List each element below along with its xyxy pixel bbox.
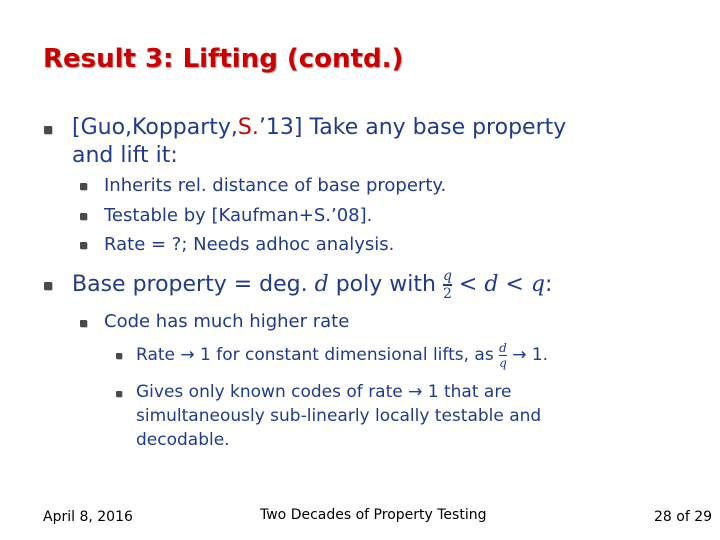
sub-bullet-higher-rate: Code has much higher rate: [104, 311, 350, 332]
bullet-marker: [80, 242, 87, 249]
fraction-denominator: q: [499, 355, 507, 370]
bullet-marker: [116, 353, 122, 359]
bullet-marker: [80, 213, 87, 220]
sub-sub-bullet-known-codes-2: simultaneously sub-linearly locally testable and: [136, 406, 542, 426]
sub-bullet-inherits: Inherits rel. distance of base property.: [104, 175, 447, 196]
base-property-text: Base property = deg.: [72, 272, 308, 297]
footer-date: April 8, 2016: [43, 509, 133, 525]
fraction-numerator: d: [499, 340, 507, 355]
citation-text: [Guo,Kopparty,: [72, 115, 238, 140]
citation-rest: ’13] Take any base property: [258, 115, 567, 140]
bullet-marker: [80, 320, 87, 327]
bullet-1-line-1: [72, 115, 566, 140]
bullet-marker: [116, 391, 122, 397]
fraction-numerator: q: [442, 268, 452, 284]
sub-sub-bullet-rate-lifts: [136, 337, 548, 375]
fraction-denominator: 2: [442, 286, 452, 302]
poly-with-text: poly with: [335, 272, 436, 297]
inequality: < d < q: [458, 272, 545, 297]
citation-author-highlight: S.: [237, 115, 259, 140]
fraction-d-over-q: [499, 342, 507, 369]
rate-lifts-tail: → 1.: [512, 345, 549, 365]
fraction-q-over-2: [443, 269, 452, 301]
sub-bullet-testable: Testable by [Kaufman+S.’08].: [104, 205, 373, 226]
colon: :: [544, 272, 553, 297]
sub-bullet-rate: Rate = ?; Needs adhoc analysis.: [104, 234, 395, 255]
rate-lifts-text: Rate → 1 for constant dimensional lifts, as: [136, 345, 494, 365]
bullet-1-line-2: and lift it:: [72, 143, 178, 168]
sub-sub-bullet-known-codes-3: decodable.: [136, 430, 230, 450]
sub-sub-bullet-known-codes-1: Gives only known codes of rate → 1 that are: [136, 382, 512, 402]
bullet-marker: [44, 126, 52, 134]
bullet-2-line: [72, 265, 552, 309]
slide-title: Result 3: Lifting (contd.): [43, 44, 404, 74]
degree-variable: d: [314, 272, 329, 297]
footer-page-number: 28 of 29: [654, 509, 713, 525]
bullet-marker: [80, 183, 87, 190]
footer-talk-title: Two Decades of Property Testing: [260, 507, 487, 523]
bullet-marker: [44, 282, 52, 290]
